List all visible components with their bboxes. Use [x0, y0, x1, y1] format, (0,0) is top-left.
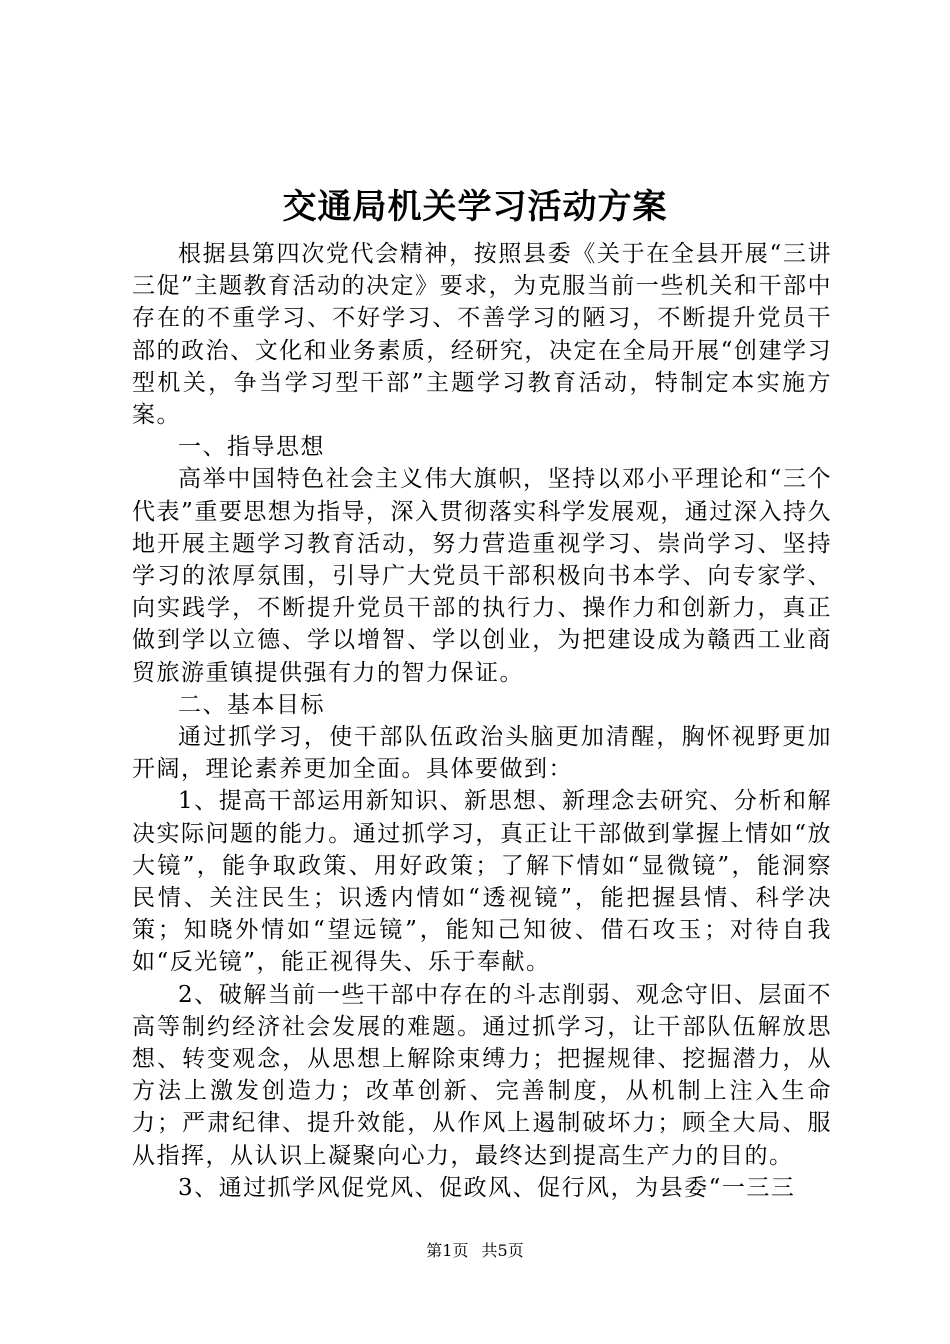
- paragraph-goal-2: 2、破解当前一些干部中存在的斗志削弱、观念守旧、层面不高等制约经济社会发展的难题。通过抓学习，让干部队伍解放思想、转变观念，从思想上解除束缚力；把握规律、挖掘潜力，从方法上激发创造力；改革创新、完善制度，从机制上注入生命力；严肃纪律、提升效能，从作风上遏制破坏力；顾全大局、服从指挥，从认识上凝聚向心力，最终达到提高生产力的目的。: [132, 981, 832, 1169]
- paragraph-goal-3: 3、通过抓学风促党风、促政风、促行风，为县委“一三三: [178, 1174, 796, 1201]
- document-title: 交通局机关学习活动方案: [282, 187, 668, 227]
- section-heading-guiding-thought: 一、指导思想: [178, 434, 325, 461]
- paragraph-goal-1: 1、提高干部运用新知识、新思想、新理念去研究、分析和解决实际问题的能力。通过抓学习，真正让干部做到掌握上情如“放大镜”，能争取政策、用好政策；了解下情如“显微镜”，能洞察民情、关注民生；识透内情如“透视镜”，能把握县情、科学决策；知晓外情如“望远镜”，能知己知彼、借石攻玉；对待自我如“反光镜”，能正视得失、乐于奉献。: [132, 788, 832, 976]
- section-heading-basic-goals: 二、基本目标: [178, 691, 325, 718]
- paragraph-guiding-thought: 高举中国特色社会主义伟大旗帜，坚持以邓小平理论和“三个代表”重要思想为指导，深入贯彻落实科学发展观，通过深入持久地开展主题学习教育活动，努力营造重视学习、崇尚学习、坚持学习的浓厚氛围，引导广大党员干部积极向书本学、向专家学、向实践学，不断提升党员干部的执行力、操作力和创新力，真正做到学以立德、学以增智、学以创业，为把建设成为赣西工业商贸旅游重镇提供强有力的智力保证。: [132, 466, 832, 686]
- page-number: 第1页: [426, 1241, 469, 1260]
- page-footer: [0, 1240, 950, 1262]
- document-body: [132, 238, 832, 1204]
- page-total: 共5页: [481, 1241, 524, 1260]
- paragraph-basic-goals: 通过抓学习，使干部队伍政治头脑更加清醒，胸怀视野更加开阔，理论素养更加全面。具体要做到：: [132, 724, 832, 783]
- paragraph-intro: 根据县第四次党代会精神，按照县委《关于在全县开展“三讲三促”主题教育活动的决定》要求，为克服当前一些机关和干部中存在的不重学习、不好学习、不善学习的陋习，不断提升党员干部的政治、文化和业务素质，经研究，决定在全局开展“创建学习型机关，争当学习型干部”主题学习教育活动，特制定本实施方案。: [132, 241, 832, 429]
